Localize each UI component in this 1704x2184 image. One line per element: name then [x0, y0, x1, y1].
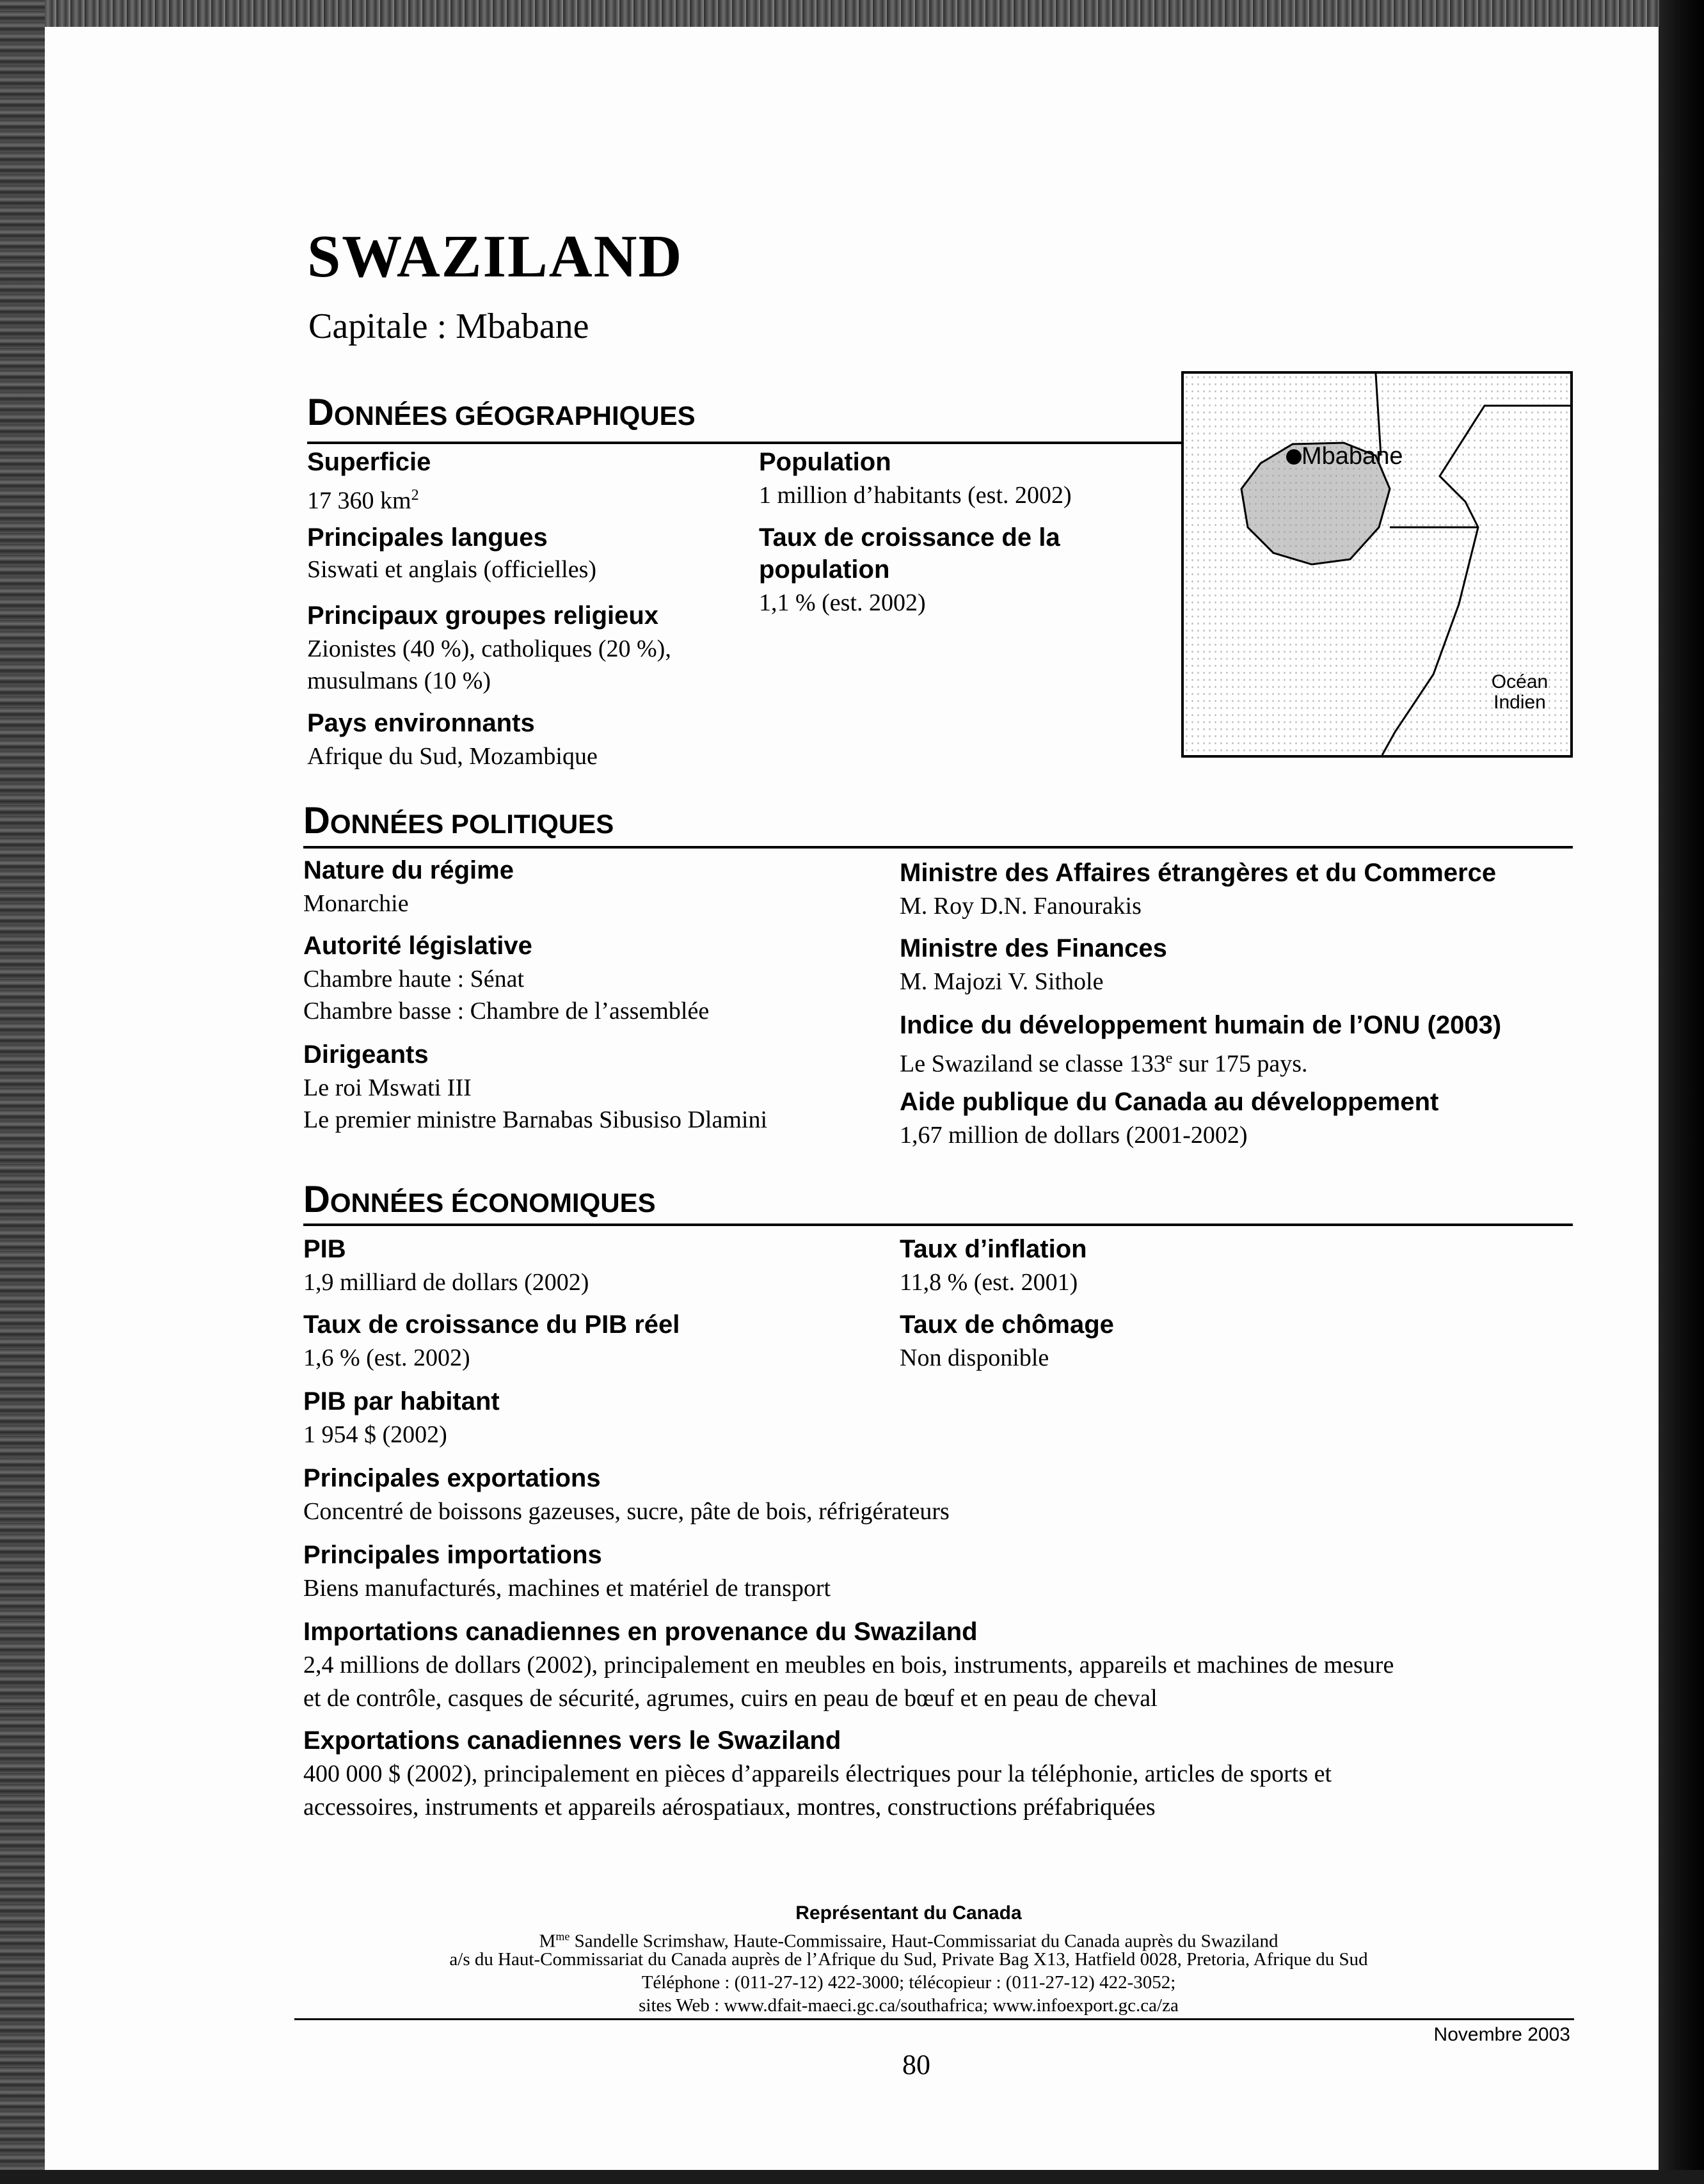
field-label: Taux de croissance du PIB réel: [303, 1311, 680, 1339]
field-value: 1 million d’habitants (est. 2002): [759, 482, 1072, 509]
field-value: 17 360 $km^2$: [307, 487, 419, 514]
field-value: Biens manufacturés, machines et matériel de transport: [303, 1575, 831, 1602]
section-heading-initial: D: [303, 800, 330, 841]
field-value: Le Swaziland se classe 133e sur 175 pays.: [900, 1050, 1308, 1078]
field-value: Afrique du Sud, Mozambique: [307, 743, 598, 770]
field-label: Taux de croissance de la: [759, 523, 1060, 552]
footer-websites-line: sites Web : www.dfait-maeci.gc.ca/southafrica; www.infoexport.gc.ca/za: [639, 1995, 1179, 2016]
footer-rep-title: Représentant du Canada: [795, 1902, 1022, 1924]
section-heading-initial: D: [307, 392, 334, 433]
footer-rule: [294, 2018, 1574, 2020]
field-value: musulmans (10 %): [307, 667, 491, 694]
page-title: SWAZILAND: [307, 223, 683, 290]
field-value: 11,8 % (est. 2001): [900, 1269, 1078, 1296]
field-value: 1,1 % (est. 2002): [759, 589, 926, 616]
country-map: [1181, 371, 1573, 758]
field-label: Aide publique du Canada au développement: [900, 1088, 1439, 1116]
scan-border-top: [0, 0, 1704, 27]
field-value: M. Majozi V. Sithole: [900, 968, 1104, 995]
field-value: 1,9 milliard de dollars (2002): [303, 1269, 589, 1296]
section-heading-geo: [307, 394, 696, 431]
field-label: Taux de chômage: [900, 1311, 1114, 1339]
section-rule-politics: [303, 846, 1573, 849]
field-value: Zionistes (40 %), catholiques (20 %),: [307, 635, 671, 662]
field-value: Chambre haute : Sénat: [303, 966, 525, 992]
capital-marker: [1286, 449, 1302, 465]
map-ocean-label: Océan Indien: [1491, 671, 1549, 713]
field-value: Chambre basse : Chambre de l’assemblée: [303, 998, 710, 1024]
footer-address-line: a/s du Haut-Commissariat du Canada auprès de l’Afrique du Sud, Private Bag X13, Hatfield 0028, Pretoria, Afrique du Sud: [449, 1949, 1368, 1970]
section-heading-politics: [303, 802, 614, 840]
field-value: 2,4 millions de dollars (2002), principalement en meubles en bois, instruments, appareils et machines de mesure: [303, 1652, 1394, 1678]
scan-border-bottom: [0, 2170, 1704, 2184]
footer-date: Novembre 2003: [1433, 2024, 1570, 2045]
scan-border-right: [1659, 0, 1704, 2184]
field-value: Concentré de boissons gazeuses, sucre, pâte de bois, réfrigérateurs: [303, 1498, 950, 1525]
field-value: 400 000 $ (2002), principalement en pièces d’appareils électriques pour la téléphonie, articles de sports et: [303, 1760, 1332, 1787]
capital-subtitle: Capitale : Mbabane: [308, 307, 589, 346]
field-value: Le roi Mswati III: [303, 1074, 472, 1101]
field-value: Siswati et anglais (officielles): [307, 556, 597, 583]
field-label: Ministre des Finances: [900, 934, 1167, 962]
field-label: PIB: [303, 1235, 346, 1263]
section-heading-rest: ONNÉES GÉOGRAPHIQUES: [333, 401, 696, 431]
field-value: Monarchie: [303, 890, 409, 917]
field-value: 1,6 % (est. 2002): [303, 1344, 470, 1371]
page-number: 80: [902, 2049, 930, 2080]
field-label: Pays environnants: [307, 709, 535, 737]
scan-border-left: [0, 0, 45, 2184]
document-page: [45, 27, 1659, 2170]
field-label: Exportations canadiennes vers le Swaziland: [303, 1726, 841, 1755]
field-label: Autorité législative: [303, 932, 532, 960]
field-label: Population: [759, 448, 891, 476]
section-heading-initial: D: [303, 1179, 330, 1220]
field-value: 1,67 million de dollars (2001-2002): [900, 1122, 1248, 1149]
section-rule-geo: [307, 442, 1184, 444]
field-label: Nature du régime: [303, 856, 514, 884]
field-label: Principaux groupes religieux: [307, 602, 659, 630]
field-label: Dirigeants: [303, 1040, 429, 1069]
field-label: Principales exportations: [303, 1464, 601, 1492]
field-label: Superficie: [307, 448, 431, 476]
field-label: PIB par habitant: [303, 1387, 500, 1415]
field-value: Le premier ministre Barnabas Sibusiso Dlamini: [303, 1106, 768, 1133]
field-label: Ministre des Affaires étrangères et du Commerce: [900, 859, 1497, 887]
footer-phone-line: Téléphone : (011-27-12) 422-3000; télécopieur : (011-27-12) 422-3052;: [641, 1972, 1176, 1993]
field-value: 1 954 $ (2002): [303, 1421, 447, 1448]
section-heading-economy: [303, 1181, 656, 1218]
field-value: M. Roy D.N. Fanourakis: [900, 893, 1142, 920]
field-value: accessoires, instruments et appareils aérospatiaux, montres, constructions préfabriquées: [303, 1794, 1156, 1821]
section-rule-economy: [303, 1224, 1573, 1226]
field-label: Principales importations: [303, 1541, 602, 1569]
field-value: et de contrôle, casques de sécurité, agrumes, cuirs en peau de bœuf et en peau de cheval: [303, 1685, 1158, 1712]
section-heading-rest: ONNÉES ÉCONOMIQUES: [330, 1188, 656, 1218]
footer-address-line: $M^{me}$ Sandelle Scrimshaw, Haute-Commissaire, Haut-Commissariat du Canada auprès du Swaziland: [539, 1930, 1278, 1952]
field-label: Indice du développement humain de l’ONU (2003): [900, 1011, 1502, 1039]
field-label: Importations canadiennes en provenance du Swaziland: [303, 1618, 978, 1646]
field-label: Principales langues: [307, 523, 548, 552]
field-value: Non disponible: [900, 1344, 1049, 1371]
field-label: population: [759, 555, 890, 584]
map-capital-label: Mbabane: [1302, 443, 1403, 470]
section-heading-rest: ONNÉES POLITIQUES: [330, 809, 614, 839]
field-label: Taux d’inflation: [900, 1235, 1087, 1263]
